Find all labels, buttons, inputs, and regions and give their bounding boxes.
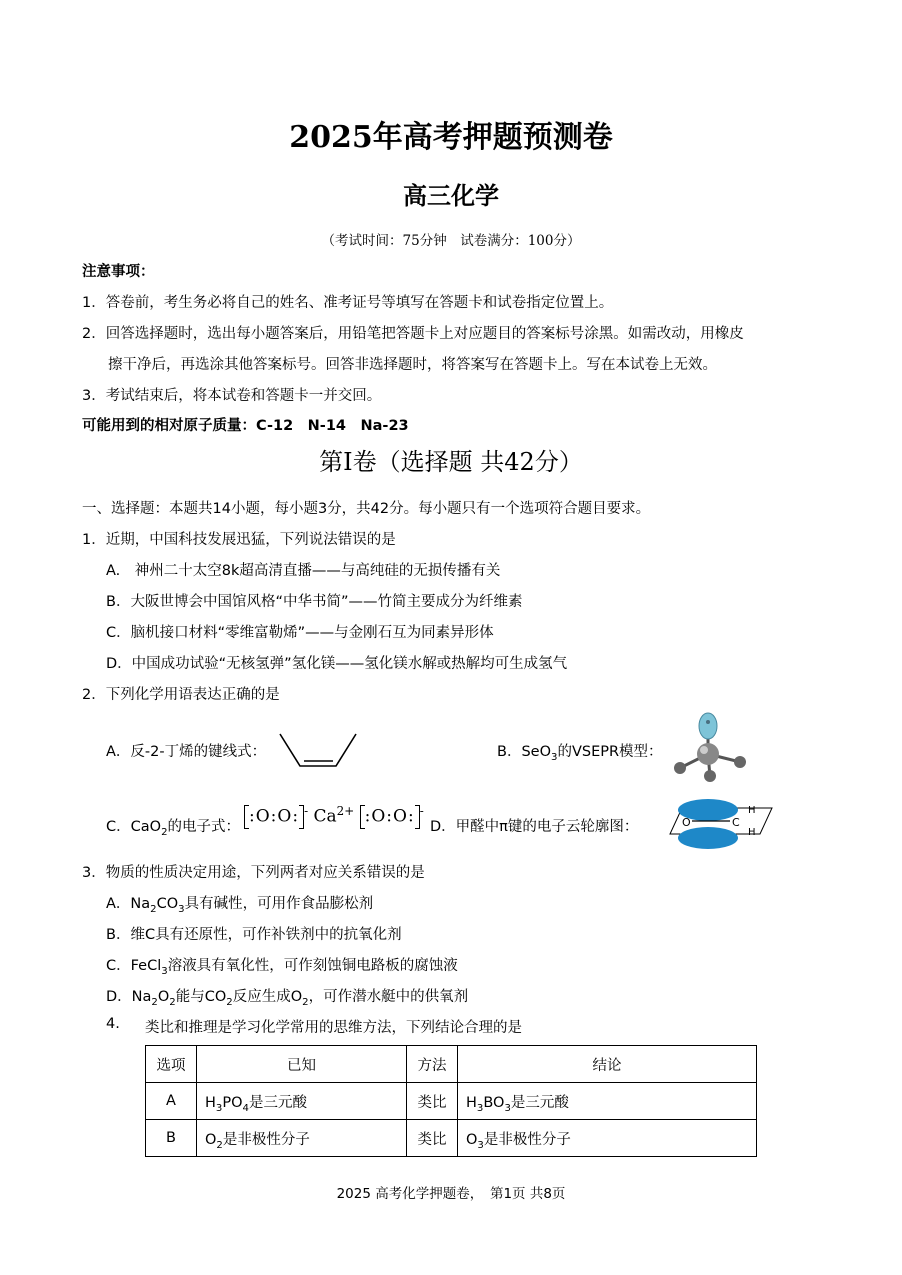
row-a-option: A — [146, 1083, 197, 1120]
table-header-method: 方法 — [407, 1046, 458, 1083]
table-row — [146, 1083, 757, 1120]
pi-h-label-bottom: H — [748, 827, 756, 838]
q1-stem: 1．近期，中国科技发展迅猛，下列说法错误的是 — [82, 532, 396, 548]
row-b-method: 类比 — [407, 1120, 458, 1157]
q1-option-b: B．大阪世博会中国馆风格“中华书简”——竹简主要成分为纤维素 — [106, 594, 523, 610]
section-instruction: 一、选择题：本题共14小题，每小题3分，共42分。每小题只有一个选项符合题目要求。 — [82, 501, 651, 517]
row-b-option: B — [146, 1120, 197, 1157]
q1-option-d: D．中国成功试验“无核氢弹”氢化镁——氢化镁水解或热解均可生成氢气 — [106, 656, 568, 672]
q4-stem: 类比和推理是学习化学常用的思维方法，下列结论合理的是 — [145, 1020, 522, 1036]
q2-stem: 2．下列化学用语表达正确的是 — [82, 687, 280, 703]
notice-item-3: 3．考试结束后，将本试卷和答题卡一并交回。 — [82, 388, 382, 404]
q3-stem: 3．物质的性质决定用途，下列两者对应关系错误的是 — [82, 865, 425, 881]
pi-h-label-top: H — [748, 805, 756, 816]
table-header-conclusion: 结论 — [458, 1046, 757, 1083]
q2-option-d: D．甲醛中π键的电子云轮廓图： — [430, 819, 639, 835]
pi-c-label: C — [732, 816, 740, 829]
page-title: 2025年高考押题预测卷 — [289, 120, 613, 155]
vsepr-model-image — [668, 710, 752, 786]
q1-option-a: A. 神州二十太空8k超高清直播——与高纯硅的无损传播有关 — [106, 563, 501, 579]
q3-option-d: D．$Na_2O_2$能与$CO_2$反应生成$O_2$，可作潜水艇中的供氧剂 — [106, 989, 469, 1008]
row-a-method: 类比 — [407, 1083, 458, 1120]
q2-option-c: C．CaO$_2$的电子式： — [106, 819, 241, 838]
atomic-mass: 可能用到的相对原子质量：C-12 N-14 Na-23 — [82, 418, 409, 434]
q2-option-b: B．SeO$_3$的VSEPR模型： — [497, 744, 663, 763]
row-b-conclusion: $O_3$是非极性分子 — [458, 1120, 757, 1157]
table-header-row — [146, 1046, 757, 1083]
notice-heading: 注意事项： — [82, 264, 155, 280]
trans-2-butene-structure — [278, 730, 360, 770]
cao2-electron-formula: :O:O: - $Ca^{2+}$ :O:O: - — [244, 805, 424, 829]
notice-item-1: 1．答卷前，考生务必将自己的姓名、准考证号等填写在答题卡和试卷指定位置上。 — [82, 295, 614, 311]
row-a-known: $H_3PO_4$是三元酸 — [197, 1083, 407, 1120]
row-b-known: $O_2$是非极性分子 — [197, 1120, 407, 1157]
table-header-option: 选项 — [146, 1046, 197, 1083]
notice-item-2-cont: 擦干净后，再选涂其他答案标号。回答非选择题时，将答案写在答题卡上。写在本试卷上无效。 — [108, 357, 717, 373]
q1-option-c: C．脑机接口材料“零维富勒烯”——与金刚石互为同素异形体 — [106, 625, 494, 641]
table-header-known: 已知 — [197, 1046, 407, 1083]
pi-o-label: O — [682, 816, 691, 829]
q4-number: 4. — [106, 1016, 120, 1032]
q3-option-a: A．$Na_2CO_3$具有碱性，可用作食品膨松剂 — [106, 896, 374, 915]
q3-option-c: C．FeCl$_3$溶液具有氧化性，可作刻蚀铜电路板的腐蚀液 — [106, 958, 458, 977]
q3-option-b: B．维C具有还原性，可作补铁剂中的抗氧化剂 — [106, 927, 402, 943]
page-subtitle: 高三化学 — [403, 182, 499, 210]
row-a-conclusion: $H_3BO_3$是三元酸 — [458, 1083, 757, 1120]
q2-option-a: A．反-2-丁烯的键线式： — [106, 744, 267, 760]
exam-meta: （考试时间：75分钟 试卷满分：100分） — [321, 233, 581, 249]
table-row — [146, 1120, 757, 1157]
q4-table — [145, 1045, 757, 1157]
section-title: 第Ⅰ卷（选择题 共42分） — [319, 448, 583, 476]
notice-item-2: 2．回答选择题时，选出每小题答案后，用铅笔把答题卡上对应题目的答案标号涂黑。如需改动，用橡皮 — [82, 326, 744, 342]
page-footer: 2025 高考化学押题卷， 第1页 共8页 — [336, 1186, 566, 1202]
